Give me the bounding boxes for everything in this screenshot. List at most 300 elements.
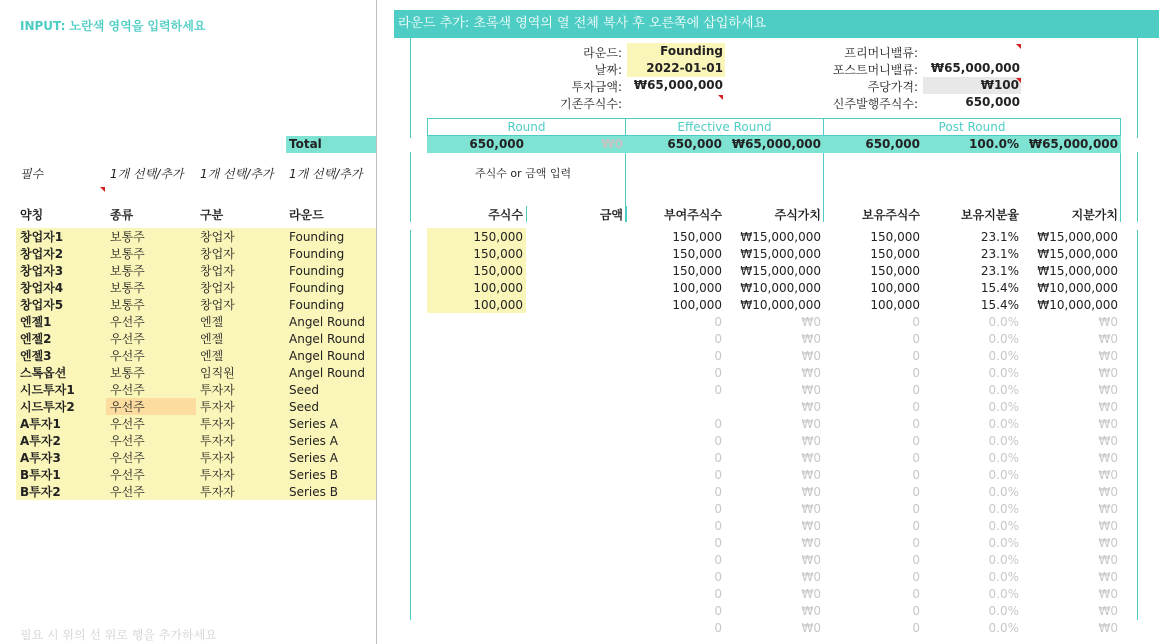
- cell-granted: 0: [714, 604, 722, 618]
- cell-type[interactable]: 우선주: [110, 434, 145, 448]
- round-value-cell[interactable]: Founding: [627, 43, 725, 60]
- cell-held: 0: [912, 366, 920, 380]
- cell-name[interactable]: 창업자3: [20, 264, 64, 278]
- cell-equity-value: ₩10,000,000: [1037, 298, 1118, 312]
- round-add-banner: 라운드 추가: 초록색 영역의 열 전체 복사 후 오른쪽에 삽입하세요: [394, 10, 1159, 38]
- border-line: [410, 38, 411, 138]
- postmoney-value[interactable]: ₩65,000,000: [930, 61, 1020, 75]
- col-header-value: 주식가치: [774, 208, 821, 222]
- cell-type[interactable]: 우선주: [110, 332, 145, 346]
- cell-held: 0: [912, 587, 920, 601]
- cell-held: 0: [912, 621, 920, 635]
- col-header-category: 구분: [200, 208, 224, 222]
- cell-value: ₩0: [801, 417, 821, 431]
- date-value-cell[interactable]: 2022-01-01: [627, 60, 725, 77]
- input-instruction-title: INPUT: 노란색 영역을 입력하세요: [20, 19, 206, 33]
- cell-round[interactable]: Series A: [289, 451, 338, 465]
- cell-value: ₩0: [801, 485, 821, 499]
- cell-held: 0: [912, 451, 920, 465]
- category-select-hint: 1개 선택/추가: [200, 167, 274, 181]
- cell-granted: 0: [714, 587, 722, 601]
- cell-round[interactable]: Series B: [289, 468, 338, 482]
- table-row: [0, 433, 1165, 450]
- invest-label: 투자금액:: [571, 80, 622, 94]
- cell-round[interactable]: Founding: [289, 298, 345, 312]
- cell-type[interactable]: 우선주: [110, 417, 145, 431]
- cell-equity-value: ₩10,000,000: [1037, 281, 1118, 295]
- cell-value: ₩10,000,000: [740, 281, 821, 295]
- cell-value: ₩0: [801, 604, 821, 618]
- price-label: 주당가격:: [867, 80, 918, 94]
- cell-pct: 0.0%: [988, 332, 1019, 346]
- cell-held: 0: [912, 332, 920, 346]
- required-hint: 필수: [20, 167, 44, 181]
- cell-value: ₩0: [801, 468, 821, 482]
- cell-granted: 0: [714, 434, 722, 448]
- new-shares-value[interactable]: 650,000: [965, 95, 1020, 109]
- cell-category[interactable]: [200, 518, 285, 535]
- type-select-hint: 1개 선택/추가: [110, 167, 184, 181]
- cell-round[interactable]: Seed: [289, 400, 319, 414]
- cell-shares[interactable]: [427, 586, 523, 603]
- cell-equity-value: ₩15,000,000: [1037, 264, 1118, 278]
- table-row: [0, 569, 1165, 586]
- cell-equity-value: ₩0: [1098, 519, 1118, 533]
- cell-pct: 0.0%: [988, 553, 1019, 567]
- comment-indicator-icon: [100, 187, 105, 192]
- cell-round[interactable]: [289, 586, 374, 603]
- cell-equity-value: ₩0: [1098, 417, 1118, 431]
- cell-round[interactable]: [289, 603, 374, 620]
- cell-round[interactable]: Angel Round: [289, 366, 365, 380]
- cell-value: ₩0: [801, 383, 821, 397]
- cell-value: ₩0: [801, 587, 821, 601]
- cell-shares[interactable]: [427, 501, 523, 518]
- cell-type[interactable]: [110, 518, 195, 535]
- table-row: [0, 331, 1165, 348]
- total-value: ₩65,000,000: [731, 137, 821, 151]
- table-row: [0, 484, 1165, 501]
- border-line: [526, 206, 527, 222]
- cell-granted: 0: [714, 315, 722, 329]
- cell-granted: 150,000: [672, 230, 722, 244]
- cell-shares[interactable]: [427, 382, 523, 399]
- cell-equity-value: ₩0: [1098, 485, 1118, 499]
- cell-equity-value: ₩0: [1098, 332, 1118, 346]
- cell-granted: 0: [714, 502, 722, 516]
- cell-value: ₩0: [801, 536, 821, 550]
- cell-pct: 0.0%: [988, 570, 1019, 584]
- cell-round[interactable]: Founding: [289, 281, 345, 295]
- cell-type[interactable]: [110, 501, 195, 518]
- cell-value: ₩0: [801, 332, 821, 346]
- cell-shares[interactable]: [427, 450, 523, 467]
- price-value-cell[interactable]: ₩100: [923, 77, 1021, 94]
- col-header-round: 라운드: [289, 208, 324, 222]
- cell-name[interactable]: [20, 586, 105, 603]
- cell-category[interactable]: 투자자: [200, 400, 235, 414]
- table-row: [0, 297, 1165, 314]
- cell-granted: 0: [714, 366, 722, 380]
- cell-name[interactable]: [20, 518, 105, 535]
- cell-type[interactable]: [110, 586, 195, 603]
- cell-equity-value: ₩0: [1098, 587, 1118, 601]
- cell-round[interactable]: [289, 518, 374, 535]
- cell-category[interactable]: [200, 586, 285, 603]
- col-header-equity-value: 지분가치: [1071, 208, 1118, 222]
- cell-held: 150,000: [870, 247, 920, 261]
- cell-shares[interactable]: 100,000: [473, 281, 523, 295]
- cell-held: 0: [912, 315, 920, 329]
- cell-granted: 0: [714, 468, 722, 482]
- cell-round[interactable]: Series A: [289, 434, 338, 448]
- cell-round[interactable]: [289, 535, 374, 552]
- cell-value: ₩0: [801, 502, 821, 516]
- total-amount: ₩0: [601, 137, 623, 151]
- cell-granted: 0: [714, 536, 722, 550]
- cell-shares[interactable]: [427, 416, 523, 433]
- cell-round[interactable]: Founding: [289, 230, 345, 244]
- cell-shares[interactable]: [427, 620, 523, 637]
- cell-value: ₩0: [801, 349, 821, 363]
- postmoney-label: 포스트머니밸류:: [832, 63, 918, 77]
- cell-category[interactable]: 투자자: [200, 451, 235, 465]
- cell-round[interactable]: Founding: [289, 247, 345, 261]
- cell-name[interactable]: 엔젤1: [20, 315, 52, 329]
- table-row: [0, 280, 1165, 297]
- table-row: [0, 501, 1165, 518]
- cell-shares[interactable]: [427, 433, 523, 450]
- cell-equity-value: ₩0: [1098, 553, 1118, 567]
- cell-value: ₩0: [801, 434, 821, 448]
- cell-equity-value: ₩0: [1098, 366, 1118, 380]
- cell-type[interactable]: [110, 552, 195, 569]
- cell-shares[interactable]: [427, 467, 523, 484]
- cell-round[interactable]: Angel Round: [289, 315, 365, 329]
- cell-pct: 0.0%: [988, 349, 1019, 363]
- cell-type[interactable]: 보통주: [110, 230, 145, 244]
- cell-shares[interactable]: [427, 399, 523, 416]
- cell-held: 0: [912, 519, 920, 533]
- cell-category[interactable]: [200, 552, 285, 569]
- cell-granted: 0: [714, 417, 722, 431]
- cell-category[interactable]: 임직원: [200, 366, 235, 380]
- cell-type[interactable]: 보통주: [110, 281, 145, 295]
- cell-pct: 0.0%: [988, 587, 1019, 601]
- cell-round[interactable]: Series B: [289, 485, 338, 499]
- cell-name[interactable]: [20, 535, 105, 552]
- cell-type[interactable]: [110, 603, 195, 620]
- cell-held: 150,000: [870, 230, 920, 244]
- cell-granted: 0: [714, 485, 722, 499]
- cell-granted: 0: [714, 621, 722, 635]
- cell-name[interactable]: 창업자1: [20, 230, 64, 244]
- cell-name[interactable]: 시드투자1: [20, 383, 75, 397]
- cell-value: ₩15,000,000: [740, 264, 821, 278]
- cell-shares[interactable]: 100,000: [473, 298, 523, 312]
- cell-held: 0: [912, 349, 920, 363]
- cell-held: 0: [912, 570, 920, 584]
- cell-pct: 23.1%: [980, 264, 1019, 278]
- cell-granted: 150,000: [672, 264, 722, 278]
- cell-equity-value: ₩0: [1098, 383, 1118, 397]
- cell-equity-value: ₩15,000,000: [1037, 247, 1118, 261]
- cell-name[interactable]: [20, 501, 105, 518]
- cell-type[interactable]: 보통주: [110, 264, 145, 278]
- cell-type[interactable]: [110, 535, 195, 552]
- cell-round[interactable]: [289, 620, 374, 637]
- cell-value: ₩0: [801, 315, 821, 329]
- cell-name[interactable]: 창업자4: [20, 281, 64, 295]
- col-header-name: 약칭: [20, 208, 44, 222]
- total-label: Total: [286, 136, 376, 153]
- cell-pct: 0.0%: [988, 485, 1019, 499]
- cell-category[interactable]: [200, 603, 285, 620]
- cell-equity-value: ₩0: [1098, 315, 1118, 329]
- cell-shares[interactable]: [427, 569, 523, 586]
- total-shares: 650,000: [469, 137, 524, 151]
- cell-granted: 0: [714, 332, 722, 346]
- post-round-group-header: Post Round: [938, 120, 1006, 134]
- round-group-header: Round: [507, 120, 546, 134]
- cell-value: ₩15,000,000: [740, 247, 821, 261]
- cell-type[interactable]: 우선주: [110, 383, 145, 397]
- comment-indicator-icon: [1016, 44, 1021, 49]
- cell-value: ₩0: [801, 519, 821, 533]
- cell-type[interactable]: 보통주: [110, 247, 145, 261]
- cell-name[interactable]: [20, 603, 105, 620]
- cell-pct: 0.0%: [988, 451, 1019, 465]
- cell-round[interactable]: [289, 552, 374, 569]
- cell-category[interactable]: 창업자: [200, 298, 235, 312]
- cell-name[interactable]: A투자3: [20, 451, 61, 465]
- cell-pct: 0.0%: [988, 417, 1019, 431]
- border-line: [1137, 152, 1138, 222]
- total-granted: 650,000: [667, 137, 722, 151]
- cell-type[interactable]: 보통주: [110, 366, 145, 380]
- cell-equity-value: ₩0: [1098, 502, 1118, 516]
- table-row: [0, 314, 1165, 331]
- cell-category[interactable]: 투자자: [200, 468, 235, 482]
- cell-held: 0: [912, 553, 920, 567]
- col-header-pct: 보유지분율: [961, 208, 1019, 222]
- cell-granted: 100,000: [672, 298, 722, 312]
- cell-type[interactable]: 우선주: [110, 315, 145, 329]
- cell-pct: 0.0%: [988, 519, 1019, 533]
- comment-indicator-icon: [718, 95, 723, 100]
- col-header-type: 종류: [110, 208, 134, 222]
- cell-round[interactable]: [289, 569, 374, 586]
- cell-round[interactable]: Angel Round: [289, 332, 365, 346]
- table-row: [0, 450, 1165, 467]
- col-header-granted: 부여주식수: [664, 208, 722, 222]
- cell-shares[interactable]: [427, 518, 523, 535]
- cell-round[interactable]: Angel Round: [289, 349, 365, 363]
- cell-pct: 0.0%: [988, 604, 1019, 618]
- cell-equity-value: ₩0: [1098, 400, 1118, 414]
- cell-shares[interactable]: [427, 535, 523, 552]
- cell-shares[interactable]: [427, 348, 523, 365]
- cell-category[interactable]: 창업자: [200, 281, 235, 295]
- cell-pct: 0.0%: [988, 315, 1019, 329]
- cell-granted: 150,000: [672, 247, 722, 261]
- cell-equity-value: ₩0: [1098, 451, 1118, 465]
- table-row: [0, 552, 1165, 569]
- cell-type[interactable]: 우선주: [110, 451, 145, 465]
- cell-shares[interactable]: [427, 365, 523, 382]
- cell-held: 150,000: [870, 264, 920, 278]
- cell-held: 0: [912, 434, 920, 448]
- cell-category[interactable]: 투자자: [200, 434, 235, 448]
- cell-category[interactable]: 엔젤: [200, 315, 224, 329]
- cell-equity-value: ₩0: [1098, 468, 1118, 482]
- cell-equity-value: ₩0: [1098, 621, 1118, 635]
- cell-shares[interactable]: [427, 484, 523, 501]
- cell-category[interactable]: 투자자: [200, 485, 235, 499]
- cell-category[interactable]: [200, 535, 285, 552]
- cell-type[interactable]: 우선주: [110, 468, 145, 482]
- table-row: [0, 586, 1165, 603]
- cell-value: ₩10,000,000: [740, 298, 821, 312]
- total-pct: 100.0%: [969, 137, 1019, 151]
- border-line: [1137, 38, 1138, 138]
- cell-category[interactable]: 엔젤: [200, 332, 224, 346]
- cell-held: 0: [912, 383, 920, 397]
- cell-round[interactable]: [289, 501, 374, 518]
- cell-round[interactable]: Series A: [289, 417, 338, 431]
- table-row: [0, 365, 1165, 382]
- cell-pct: 0.0%: [988, 434, 1019, 448]
- cell-shares[interactable]: [427, 552, 523, 569]
- cell-name[interactable]: 엔젤2: [20, 332, 52, 346]
- footer-note: 필요 시 위의 선 위로 행을 추가하세요: [20, 628, 217, 642]
- cell-value: ₩0: [801, 570, 821, 584]
- cell-name[interactable]: 스톡옵션: [20, 366, 67, 380]
- cell-shares[interactable]: 150,000: [473, 247, 523, 261]
- cell-type[interactable]: [110, 569, 195, 586]
- cell-held: 0: [912, 604, 920, 618]
- cell-held: 100,000: [870, 281, 920, 295]
- cell-shares[interactable]: [427, 603, 523, 620]
- cell-category[interactable]: [200, 501, 285, 518]
- cell-shares[interactable]: [427, 331, 523, 348]
- cell-held: 0: [912, 536, 920, 550]
- cell-round[interactable]: Founding: [289, 264, 345, 278]
- cell-pct: 0.0%: [988, 400, 1019, 414]
- cell-granted: 0: [714, 383, 722, 397]
- table-row: [0, 416, 1165, 433]
- cell-category[interactable]: 창업자: [200, 247, 235, 261]
- col-header-shares: 주식수: [488, 208, 523, 222]
- total-equity-value: ₩65,000,000: [1028, 137, 1118, 151]
- cell-equity-value: ₩15,000,000: [1037, 230, 1118, 244]
- table-row: [0, 229, 1165, 246]
- cell-value: ₩0: [801, 451, 821, 465]
- cell-held: 0: [912, 417, 920, 431]
- cell-type[interactable]: 우선주: [110, 349, 145, 363]
- cell-granted: 100,000: [672, 281, 722, 295]
- table-row: [0, 518, 1165, 535]
- cell-granted: 0: [714, 451, 722, 465]
- cell-shares[interactable]: [427, 314, 523, 331]
- input-hint: 주식수 or 금액 입력: [475, 167, 572, 180]
- cell-category[interactable]: 엔젤: [200, 349, 224, 363]
- comment-indicator-icon: [1016, 78, 1021, 83]
- cell-value: ₩15,000,000: [740, 230, 821, 244]
- cell-name[interactable]: A투자1: [20, 417, 61, 431]
- cell-name[interactable]: 창업자5: [20, 298, 64, 312]
- cell-name[interactable]: 창업자2: [20, 247, 64, 261]
- cell-category[interactable]: 창업자: [200, 230, 235, 244]
- cell-type[interactable]: 우선주: [110, 485, 145, 499]
- cell-pct: 23.1%: [980, 230, 1019, 244]
- cell-name[interactable]: [20, 569, 105, 586]
- cell-name[interactable]: B투자2: [20, 485, 61, 499]
- col-header-amount: 금액: [599, 208, 623, 222]
- premoney-label: 프리머니밸류:: [844, 46, 918, 60]
- invest-value-cell[interactable]: ₩65,000,000: [633, 78, 723, 92]
- total-held: 650,000: [865, 137, 920, 151]
- cell-held: 0: [912, 468, 920, 482]
- cell-name[interactable]: [20, 552, 105, 569]
- cell-granted: 0: [714, 519, 722, 533]
- cell-name[interactable]: B투자1: [20, 468, 61, 482]
- table-row: [0, 246, 1165, 263]
- cell-equity-value: ₩0: [1098, 349, 1118, 363]
- cell-equity-value: ₩0: [1098, 570, 1118, 584]
- cell-held: 0: [912, 502, 920, 516]
- cell-held: 0: [912, 400, 920, 414]
- table-row: [0, 467, 1165, 484]
- cell-value: ₩0: [801, 621, 821, 635]
- cell-held: 100,000: [870, 298, 920, 312]
- cell-name[interactable]: A투자2: [20, 434, 61, 448]
- round-select-hint: 1개 선택/추가: [289, 167, 363, 181]
- cell-equity-value: ₩0: [1098, 536, 1118, 550]
- cell-pct: 0.0%: [988, 468, 1019, 482]
- cell-pct: 0.0%: [988, 536, 1019, 550]
- date-label: 날짜:: [594, 63, 622, 77]
- cell-category[interactable]: 창업자: [200, 264, 235, 278]
- cell-category[interactable]: [200, 569, 285, 586]
- border-line: [626, 206, 627, 222]
- cell-shares[interactable]: 150,000: [473, 230, 523, 244]
- table-row: [0, 535, 1165, 552]
- cell-pct: 23.1%: [980, 247, 1019, 261]
- table-row: [0, 382, 1165, 399]
- cell-type[interactable]: 보통주: [110, 298, 145, 312]
- cell-round[interactable]: Seed: [289, 383, 319, 397]
- cell-granted: 0: [714, 570, 722, 584]
- cell-pct: 15.4%: [980, 298, 1019, 312]
- cell-pct: 0.0%: [988, 621, 1019, 635]
- cell-pct: 0.0%: [988, 502, 1019, 516]
- cell-pct: 15.4%: [980, 281, 1019, 295]
- table-row: [0, 348, 1165, 365]
- cell-name[interactable]: 엔젤3: [20, 349, 52, 363]
- cell-name[interactable]: 시드투자2: [20, 400, 75, 414]
- new-shares-label: 신주발행주식수:: [832, 97, 918, 111]
- cell-shares[interactable]: 150,000: [473, 264, 523, 278]
- cell-type[interactable]: 우선주: [110, 400, 145, 414]
- cell-category[interactable]: 투자자: [200, 417, 235, 431]
- cell-value: ₩0: [801, 400, 821, 414]
- cell-value: ₩0: [801, 366, 821, 380]
- border-line: [410, 152, 411, 222]
- cell-pct: 0.0%: [988, 383, 1019, 397]
- table-row: [0, 263, 1165, 280]
- cell-category[interactable]: 투자자: [200, 383, 235, 397]
